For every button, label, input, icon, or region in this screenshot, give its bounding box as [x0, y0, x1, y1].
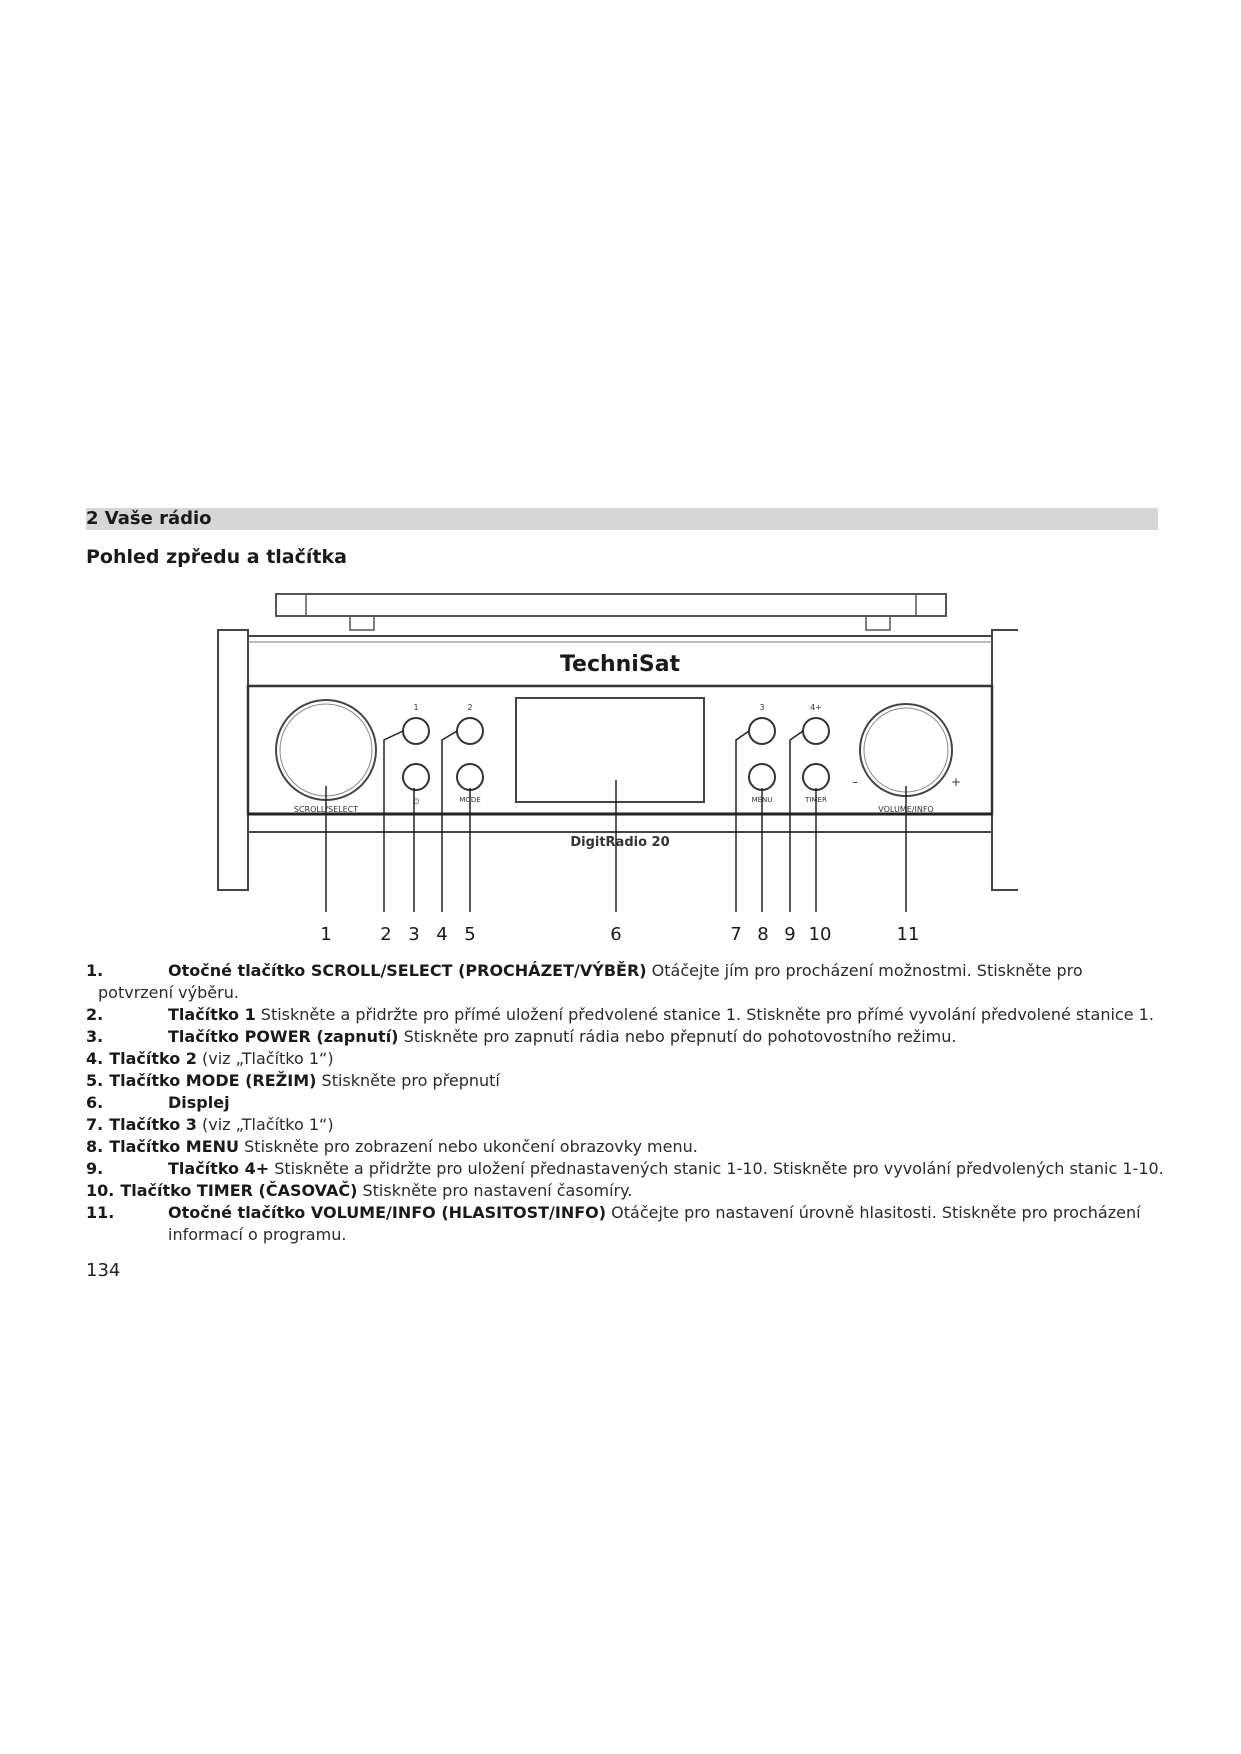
- side-bracket-left: [218, 630, 248, 890]
- side-bracket-right: [992, 630, 1018, 890]
- scroll-select-label: SCROLL/SELECT: [293, 805, 359, 814]
- item-number: 9.: [86, 1159, 104, 1178]
- mode-button: [457, 764, 483, 790]
- button-4plus-label: 4+: [810, 703, 822, 712]
- brand-logo: TechniSat: [559, 652, 681, 677]
- list-item: [86, 1114, 1166, 1136]
- item-text: Stiskněte pro zapnutí rádia nebo přepnutí do pohotovostního režimu.: [398, 1027, 957, 1046]
- callout-10: 10: [808, 924, 832, 945]
- item-number: 7.: [86, 1115, 104, 1134]
- callout-2: 2: [380, 924, 392, 945]
- item-term: Tlačítko POWER (zapnutí): [168, 1027, 399, 1046]
- item-number: 10.: [86, 1181, 115, 1200]
- list-item: [86, 1070, 1166, 1092]
- callout-4: 4: [436, 924, 448, 945]
- item-number: 1.: [86, 961, 104, 980]
- callout-7: 7: [730, 924, 742, 945]
- item-text: Otáčejte pro nastavení úrovně hlasitosti. Stiskněte pro procházení informací o programu.: [168, 1203, 1141, 1244]
- button-1: [403, 718, 429, 744]
- menu-button: [749, 764, 775, 790]
- timer-button: [803, 764, 829, 790]
- button-4plus: [803, 718, 829, 744]
- callout-9: 9: [784, 924, 796, 945]
- item-term: Otočné tlačítko VOLUME/INFO (HLASITOST/INFO): [168, 1203, 607, 1222]
- button-3: [749, 718, 775, 744]
- list-item: [86, 1048, 1166, 1070]
- item-text: Stiskněte a přidržte pro uložení přednastavených stanic 1-10. Stiskněte pro vyvolání předvolených stanic 1-10.: [269, 1159, 1164, 1178]
- handle-post-right: [866, 616, 890, 630]
- callout-11: 11: [896, 924, 920, 945]
- button-2: [457, 718, 483, 744]
- callout-3: 3: [408, 924, 420, 945]
- item-text: Stiskněte pro nastavení časomíry.: [357, 1181, 633, 1200]
- item-term: Displej: [168, 1093, 230, 1112]
- list-item: [86, 1092, 1166, 1114]
- item-term: Tlačítko 4+: [168, 1159, 270, 1178]
- subsection-title: Pohled zpředu a tlačítka: [86, 546, 347, 568]
- item-term: Tlačítko 1: [168, 1005, 256, 1024]
- handle-bar: [276, 594, 946, 616]
- item-text: (viz „Tlačítko 1“): [196, 1049, 334, 1068]
- button-1-label: 1: [413, 703, 419, 712]
- item-term: Tlačítko 2: [109, 1049, 197, 1068]
- volume-plus-label: +: [950, 775, 962, 789]
- volume-minus-label: –: [852, 775, 858, 789]
- handle-post-left: [350, 616, 374, 630]
- item-text: (viz „Tlačítko 1“): [196, 1115, 334, 1134]
- display-screen: [516, 698, 704, 802]
- callout-5: 5: [464, 924, 476, 945]
- list-item: [86, 1180, 1166, 1202]
- item-text-continued: potvrzení výběru.: [98, 983, 239, 1002]
- button-description-list: [86, 960, 1166, 1246]
- item-term: Tlačítko MENU: [109, 1137, 240, 1156]
- list-item: [86, 960, 1166, 1004]
- item-number: 4.: [86, 1049, 104, 1068]
- item-number: 8.: [86, 1137, 104, 1156]
- front-panel: [248, 686, 992, 814]
- item-number: 2.: [86, 1005, 104, 1024]
- callout-lines: [326, 731, 906, 912]
- list-item: [86, 1202, 1166, 1246]
- button-2-label: 2: [467, 703, 473, 712]
- callout-1: 1: [320, 924, 332, 945]
- list-item: [86, 1136, 1166, 1158]
- item-term: Tlačítko TIMER (ČASOVAČ): [120, 1181, 358, 1200]
- scroll-select-knob: [276, 700, 376, 800]
- item-text: Otáčejte jím pro procházení možnostmi. Stiskněte pro: [646, 961, 1083, 980]
- power-icon: ⏻: [412, 797, 420, 806]
- callout-8: 8: [757, 924, 769, 945]
- list-item: [86, 1026, 1166, 1048]
- radio-front-diagram: [210, 590, 1030, 950]
- volume-info-knob: [860, 704, 952, 796]
- item-text: Stiskněte pro zobrazení nebo ukončení obrazovky menu.: [239, 1137, 698, 1156]
- item-number: 3.: [86, 1027, 104, 1046]
- section-header-bar: [86, 508, 1158, 530]
- menu-label: MENU: [751, 796, 773, 804]
- list-item: [86, 1158, 1166, 1180]
- item-term: Tlačítko 3: [109, 1115, 197, 1134]
- list-item: [86, 1004, 1166, 1026]
- model-label: DigitRadio 20: [570, 835, 670, 850]
- item-number: 11.: [86, 1203, 115, 1222]
- section-title: 2 Vaše rádio: [86, 508, 212, 529]
- timer-label: TIMER: [805, 796, 827, 804]
- page-number: 134: [86, 1260, 121, 1281]
- volume-info-label: VOLUME/INFO: [878, 805, 934, 814]
- item-term: Otočné tlačítko SCROLL/SELECT (PROCHÁZET/VÝBĚR): [168, 961, 647, 980]
- power-button: [403, 764, 429, 790]
- item-term: Tlačítko MODE (REŽIM): [109, 1071, 317, 1090]
- callout-6: 6: [610, 924, 622, 945]
- item-text: Stiskněte pro přepnutí: [316, 1071, 500, 1090]
- button-3-label: 3: [759, 703, 765, 712]
- item-text: Stiskněte a přidržte pro přímé uložení předvolené stanice 1. Stiskněte pro přímé vyvolání předvolené stanice 1.: [255, 1005, 1154, 1024]
- item-number: 5.: [86, 1071, 104, 1090]
- mode-label: MODE: [459, 796, 481, 804]
- item-number: 6.: [86, 1093, 104, 1112]
